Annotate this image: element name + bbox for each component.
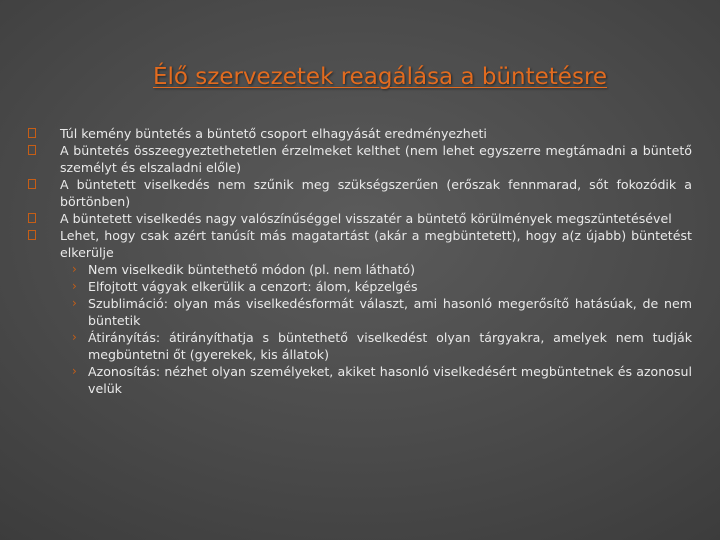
bullet-text: A büntetett viselkedés nagy valószínűséggel visszatér a büntető körülmények megszüntetésével <box>60 211 672 226</box>
sub-bullet-list <box>28 261 692 397</box>
square-bullet-icon <box>28 230 36 240</box>
bullet-item <box>28 125 692 142</box>
chevron-right-icon: › <box>72 296 77 310</box>
bullet-item <box>28 176 692 210</box>
sub-bullet-text: Elfojtott vágyak elkerülik a cenzort: álom, képzelgés <box>88 279 418 294</box>
sub-bullet-item <box>28 363 692 397</box>
sub-bullet-text: Nem viselkedik büntethető módon (pl. nem látható) <box>88 262 416 277</box>
slide-title: Élő szervezetek reagálása a büntetésre <box>152 64 608 90</box>
square-bullet-icon <box>28 128 36 138</box>
sub-bullet-item <box>28 278 692 295</box>
bullet-text: Túl kemény büntetés a büntető csoport elhagyását eredményezheti <box>60 126 487 141</box>
bullet-item <box>28 142 692 176</box>
sub-bullet-item <box>28 329 692 363</box>
chevron-right-icon: › <box>72 279 77 293</box>
sub-bullet-item <box>28 261 692 278</box>
square-bullet-icon <box>28 179 36 189</box>
chevron-right-icon: › <box>72 262 77 276</box>
sub-bullet-text: Átirányítás: átirányíthatja s büntethető viselkedést olyan tárgyakra, amelyek nem tudják megbüntetni őt (gyerekek, kis állatok) <box>88 330 692 362</box>
bullet-item <box>28 210 692 227</box>
sub-bullet-item <box>28 295 692 329</box>
bullet-text: A büntetett viselkedés nem szűnik meg szükségszerűen (erőszak fennmarad, sőt fokozódik a börtönben) <box>60 177 692 209</box>
square-bullet-icon <box>28 145 36 155</box>
bullet-item <box>28 227 692 261</box>
chevron-right-icon: › <box>72 364 77 378</box>
square-bullet-icon <box>28 213 36 223</box>
sub-bullet-text: Szublimáció: olyan más viselkedésformát választ, ami hasonló megerősítő hatásúak, de nem büntetik <box>88 296 692 328</box>
chevron-right-icon: › <box>72 330 77 344</box>
sub-bullet-text: Azonosítás: nézhet olyan személyeket, akiket hasonló viselkedésért megbüntetnek és azonosul velük <box>88 364 692 396</box>
slide-content <box>28 125 692 397</box>
bullet-text: A büntetés összeegyeztethetetlen érzelmeket kelthet (nem lehet egyszerre megtámadni a büntető személyt és elszaladni előle) <box>60 143 692 175</box>
bullet-text: Lehet, hogy csak azért tanúsít más magatartást (akár a megbüntetett), hogy a(z újabb) büntetést elkerülje <box>60 228 692 260</box>
